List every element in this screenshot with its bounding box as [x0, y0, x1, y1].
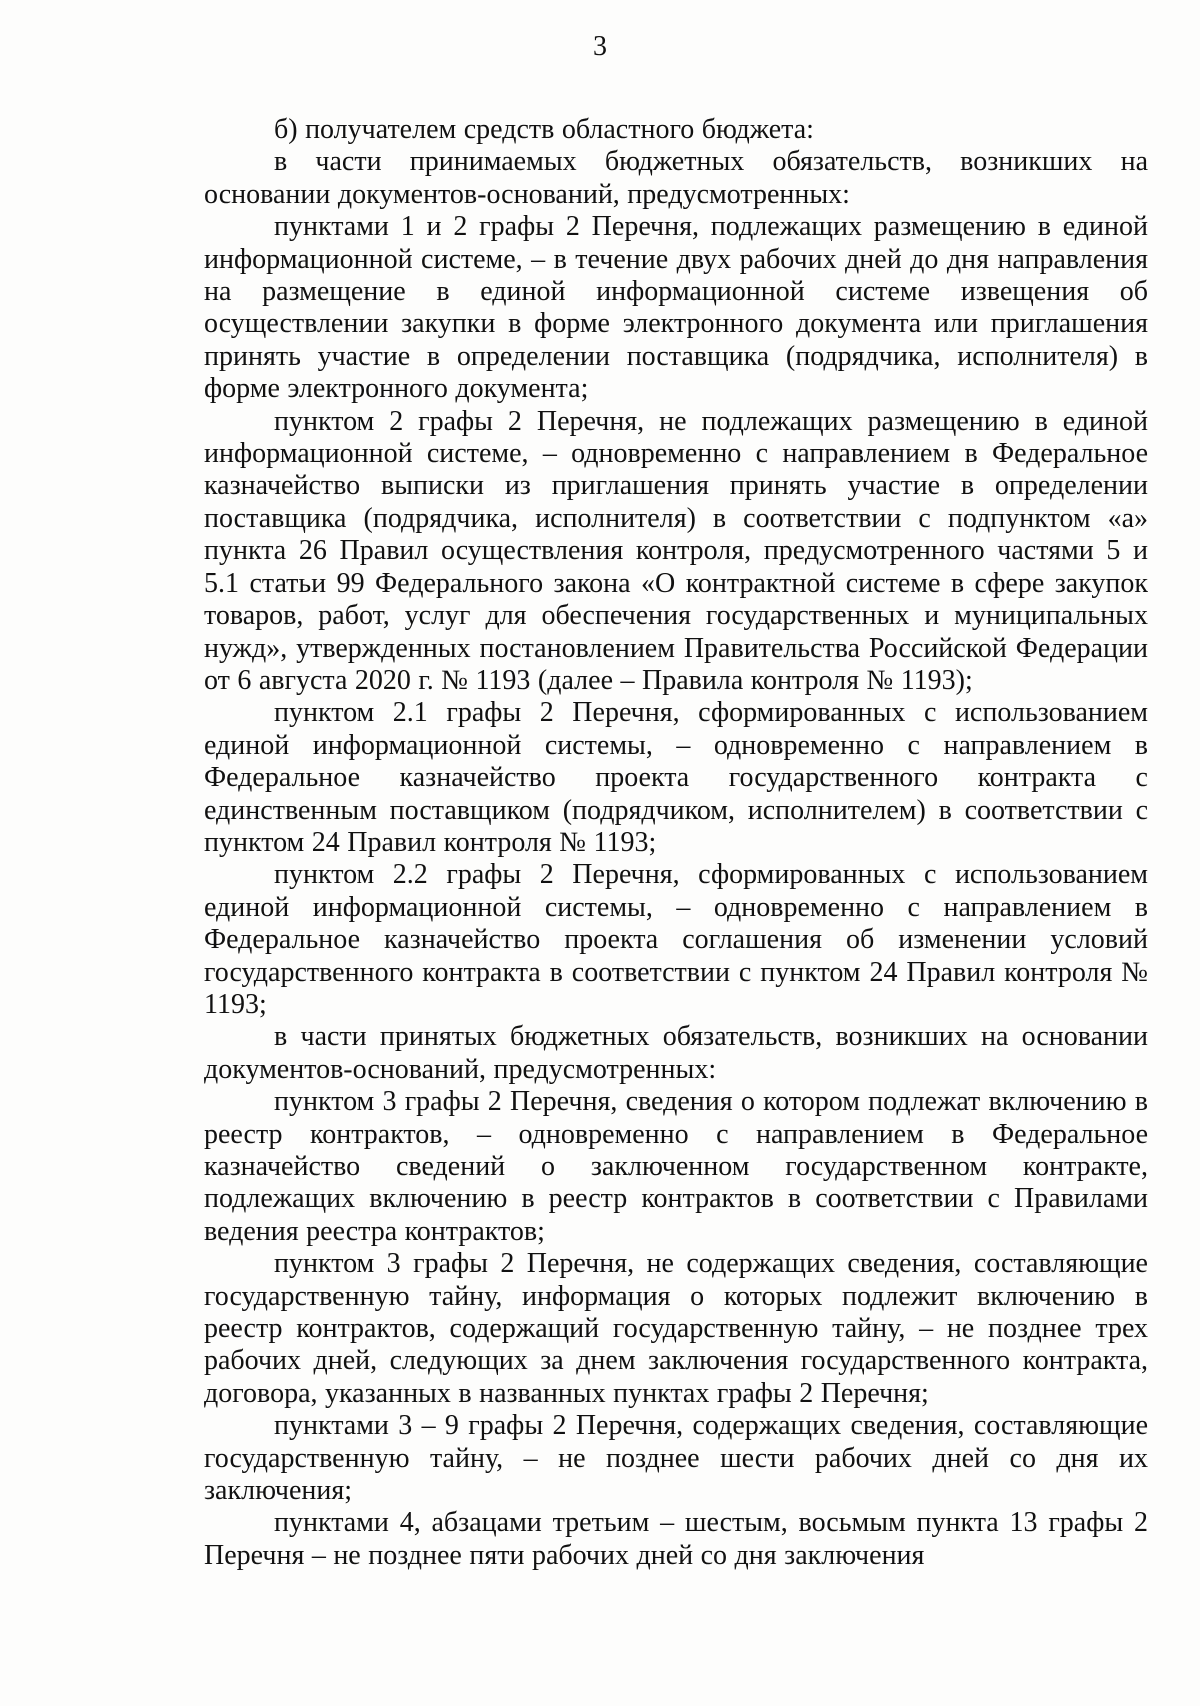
paragraph-items-1-2: пунктами 1 и 2 графы 2 Перечня, подлежащих размещению в единой информационной системе, – в течение двух рабочих дней до дня направления на размещение в единой информационной системе извещения об осуществлении закупки в форме электронного документа или приглашения принять участие в определении поставщика (подрядчика, исполнителя) в форме электронного документа; — [204, 211, 1148, 405]
document-body — [204, 114, 1148, 1572]
paragraph-items-4-13: пунктами 4, абзацами третьим – шестым, восьмым пункта 13 графы 2 Перечня – не позднее пяти рабочих дней со дня заключения — [204, 1507, 1148, 1571]
paragraph-recipient-heading: б) получателем средств областного бюджета: — [274, 114, 814, 145]
paragraph-item-2-1: пунктом 2.1 графы 2 Перечня, сформированных с использованием единой информационной системы, – одновременно с направлением в Федеральное казначейство проекта государственного контракта с единственным поставщиком (подрядчиком, исполнителем) в соответствии с пунктом 24 Правил контроля № 1193; — [204, 697, 1148, 858]
paragraph-item-3-non-secret: пунктом 3 графы 2 Перечня, не содержащих сведения, составляющие государственную тайну, информация о которых подлежит включению в реестр контрактов, содержащий государственную тайну, – не позднее трех рабочих дней, следующих за днем заключения государственного контракта, договора, указанных в названных пунктах графы 2 Перечня; — [204, 1248, 1148, 1409]
paragraph-item-3-registry: пунктом 3 графы 2 Перечня, сведения о котором подлежат включению в реестр контрактов, – одновременно с направлением в Федеральное казначейство сведений о заключенном государственном контракте, подлежащих включению в реестр контрактов в соответствии с Правилами ведения реестра контрактов; — [204, 1086, 1148, 1247]
page-number: 3 — [593, 31, 607, 62]
paragraph-item-2: пунктом 2 графы 2 Перечня, не подлежащих размещению в единой информационной системе, – одновременно с направлением в Федеральное казначейство выписки из приглашения принять участие в определении поставщика (подрядчика, исполнителя) в соответствии с подпунктом «а» пункта 26 Правил осуществления контроля, предусмотренного частями 5 и 5.1 статьи 99 Федерального закона «О контрактной системе в сфере закупок товаров, работ, услуг для обеспечения государственных и муниципальных нужд», утвержденных постановлением Правительства Российской Федерации от 6 августа 2020 г. № 1193 (далее – Правила контроля № 1193); — [204, 405, 1148, 696]
paragraph-items-3-9-secret: пунктами 3 – 9 графы 2 Перечня, содержащих сведения, составляющие государственную тайну, – не позднее шести рабочих дней со дня их заключения; — [204, 1410, 1148, 1507]
paragraph-accepted-obligations: в части принимаемых бюджетных обязательств, возникших на основании документов-оснований, предусмотренных: — [204, 146, 1148, 210]
paragraph-item-2-2: пунктом 2.2 графы 2 Перечня, сформированных с использованием единой информационной системы, – одновременно с направлением в Федеральное казначейство проекта соглашения об изменении условий государственного контракта в соответствии с пунктом 24 Правил контроля № 1193; — [204, 859, 1148, 1020]
paragraph-assumed-obligations: в части принятых бюджетных обязательств, возникших на основании документов-оснований, предусмотренных: — [204, 1021, 1148, 1085]
